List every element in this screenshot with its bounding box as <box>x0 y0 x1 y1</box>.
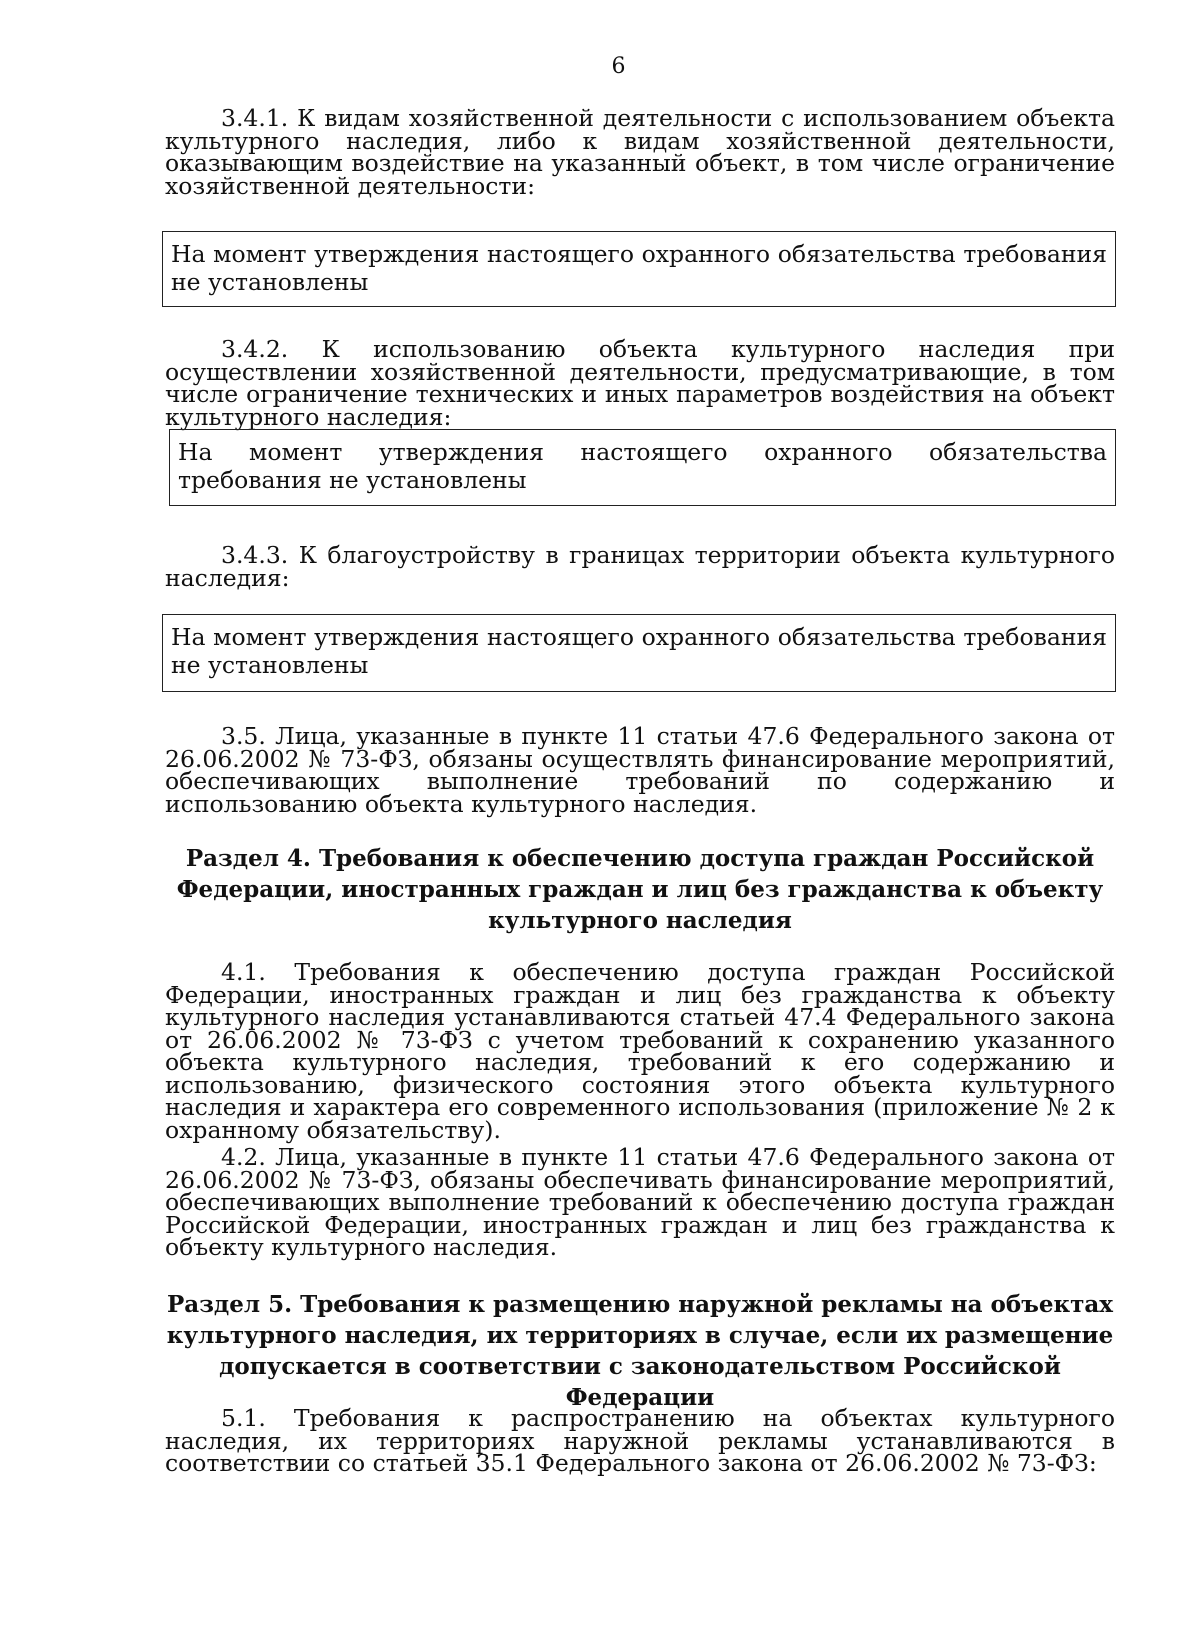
section-5-heading: Раздел 5. Требования к размещению наружной рекламы на объектах культурного наследия, их территориях в случае, если их размещение допускается в соответствии с законодательством Российской Федерации <box>166 1291 1114 1411</box>
paragraph-4-2: 4.2. Лица, указанные в пункте 11 статьи 47.6 Федерального закона от 26.06.2002 № 73-ФЗ, обязаны обеспечивать финансирование мероприятий, обеспечивающих выполнение требований к обеспечению доступа граждан Российской Федерации, иностранных граждан и лиц без гражданства к объекту культурного наследия. <box>165 1143 1115 1261</box>
paragraph-3-4-1: 3.4.1. К видам хозяйственной деятельности с использованием объекта культурного наследия, либо к видам хозяйственной деятельности, оказывающим воздействие на указанный объект, в том числе ограничение хозяйственной деятельности: <box>165 104 1115 200</box>
paragraph-3-5: 3.5. Лица, указанные в пункте 11 статьи 47.6 Федерального закона от 26.06.2002 № 73-ФЗ, обязаны осуществлять финансирование мероприятий, обеспечивающих выполнение требований по содержанию и использованию объекта культурного наследия. <box>165 722 1115 818</box>
section-4-heading: Раздел 4. Требования к обеспечению доступа граждан Российской Федерации, иностранных граждан и лиц без гражданства к объекту культурного наследия <box>176 845 1104 934</box>
requirement-box-3-4-2: На момент утверждения настоящего охранного обязательства требования не установлены <box>169 429 1116 506</box>
paragraph-4-1: 4.1. Требования к обеспечению доступа граждан Российской Федерации, иностранных граждан и лиц без гражданства к объекту культурного наследия устанавливаются статьей 47.4 Федерального закона от 26.06.2002 № 73-ФЗ с учетом требований к сохранению указанного объекта культурного наследия, требований к его содержанию и использованию, физического состояния этого объекта культурного наследия и характера его современного использования (приложение № 2 к охранному обязательству). <box>165 958 1115 1144</box>
requirement-box-3-4-1: На момент утверждения настоящего охранного обязательства требования не установлены <box>162 231 1116 307</box>
paragraph-3-4-3: 3.4.3. К благоустройству в границах территории объекта культурного наследия: <box>165 541 1115 592</box>
requirement-box-3-4-3: На момент утверждения настоящего охранного обязательства требования не установлены <box>162 614 1116 692</box>
paragraph-5-1: 5.1. Требования к распространению на объектах культурного наследия, их территориях наружной рекламы устанавливаются в соответствии со статьей 35.1 Федерального закона от 26.06.2002 № 73-ФЗ: <box>165 1404 1115 1477</box>
paragraph-3-4-2: 3.4.2. К использованию объекта культурного наследия при осуществлении хозяйственной деятельности, предусматривающие, в том числе ограничение технических и иных параметров воздействия на объект культурного наследия: <box>165 335 1115 431</box>
page-number: 6 <box>611 54 626 79</box>
